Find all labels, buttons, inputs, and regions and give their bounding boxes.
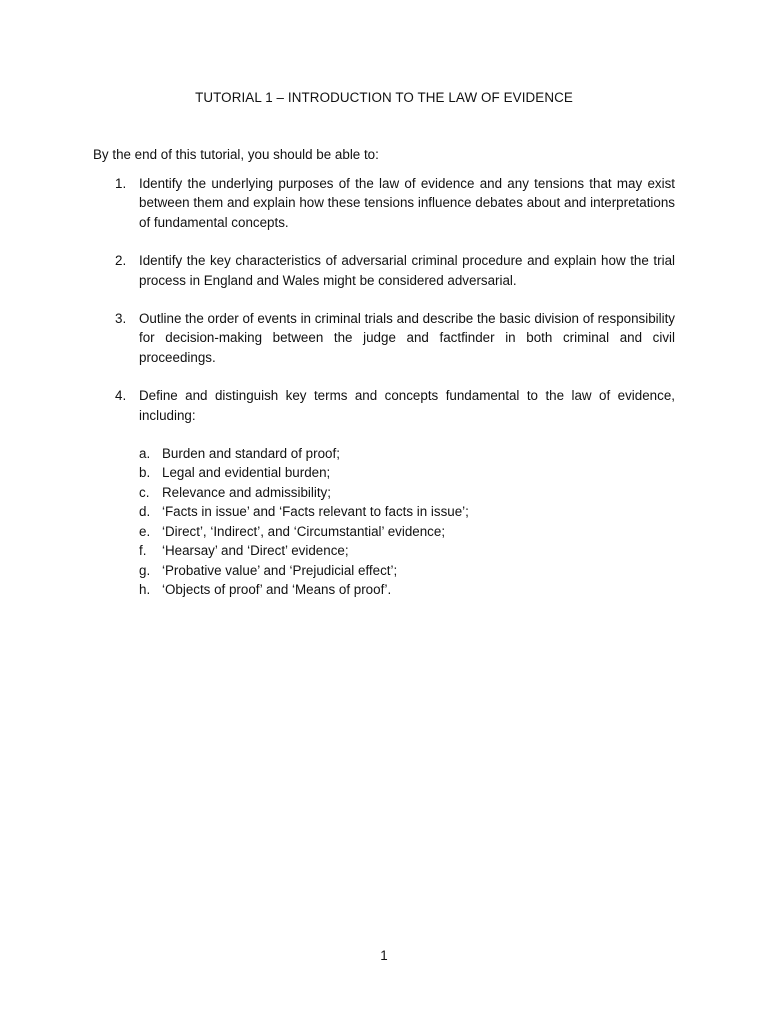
sublist-text: Legal and evidential burden; xyxy=(162,465,331,481)
objective-item xyxy=(93,309,675,367)
objective-number: 3. xyxy=(115,311,127,327)
sublist-item xyxy=(139,541,675,560)
objective-number: 1. xyxy=(115,176,127,191)
key-terms-sublist xyxy=(139,444,675,599)
sublist-text: ‘Hearsay’ and ‘Direct’ evidence; xyxy=(162,543,349,559)
objective-number: 4. xyxy=(115,388,127,404)
page-number: 1 xyxy=(380,948,388,963)
sublist-text: ‘Direct’, ‘Indirect’, and ‘Circumstantial’ evidence; xyxy=(162,523,446,539)
sublist-item xyxy=(139,483,675,502)
sublist-text: Burden and standard of proof; xyxy=(162,446,340,462)
objectives-list xyxy=(93,174,675,618)
sublist-item xyxy=(139,502,675,521)
sublist-letter: b. xyxy=(139,465,151,481)
sublist-letter: c. xyxy=(139,484,150,500)
objective-text: Define and distinguish key terms and concepts fundamental to the law of evidence, including: xyxy=(139,388,675,423)
objective-item xyxy=(93,251,675,290)
intro-paragraph: By the end of this tutorial, you should be able to: xyxy=(93,147,379,162)
objective-number: 2. xyxy=(115,253,127,269)
sublist-letter: h. xyxy=(139,581,151,597)
page-title: TUTORIAL 1 – INTRODUCTION TO THE LAW OF EVIDENCE xyxy=(195,90,573,105)
sublist-item xyxy=(139,580,675,599)
sublist-text: ‘Facts in issue’ and ‘Facts relevant to facts in issue’; xyxy=(162,504,469,520)
sublist-text: ‘Probative value’ and ‘Prejudicial effect’; xyxy=(162,562,398,578)
sublist-letter: a. xyxy=(139,446,151,462)
objective-item xyxy=(93,386,675,599)
sublist-letter: g. xyxy=(139,562,151,578)
sublist-text: ‘Objects of proof’ and ‘Means of proof’. xyxy=(162,581,392,597)
sublist-item xyxy=(139,561,675,580)
sublist-item xyxy=(139,444,675,463)
sublist-item xyxy=(139,522,675,541)
objective-text: Outline the order of events in criminal trials and describe the basic division of responsibility for decision-making between the judge and factfinder in both criminal and civil proceedings. xyxy=(139,311,675,365)
sublist-letter: f. xyxy=(139,543,147,559)
sublist-text: Relevance and admissibility; xyxy=(162,484,331,500)
sublist-letter: e. xyxy=(139,523,151,539)
sublist-item xyxy=(139,463,675,482)
objective-text: Identify the underlying purposes of the law of evidence and any tensions that may exist between them and explain how these tensions influence debates about and interpretations of fundamental concepts. xyxy=(139,176,675,230)
sublist-letter: d. xyxy=(139,504,151,520)
objective-text: Identify the key characteristics of adversarial criminal procedure and explain how the trial process in England and Wales might be considered adversarial. xyxy=(139,253,675,288)
objective-item xyxy=(93,174,675,232)
